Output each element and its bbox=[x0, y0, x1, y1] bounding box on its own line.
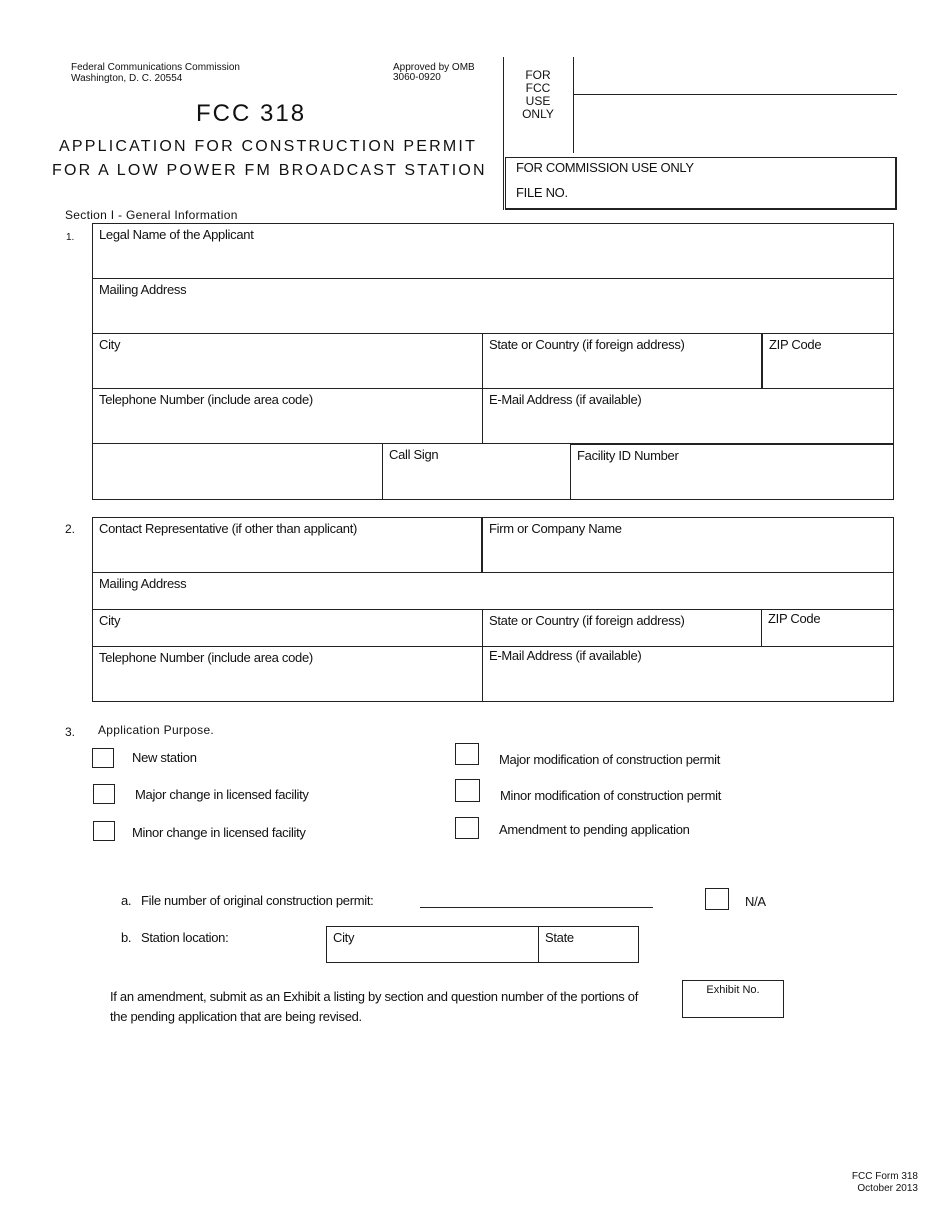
form-title-line1: APPLICATION FOR CONSTRUCTION PERMIT bbox=[59, 138, 478, 155]
file-number-input-line[interactable] bbox=[420, 907, 653, 908]
mailing-address-field[interactable] bbox=[92, 278, 894, 334]
new-station-checkbox[interactable] bbox=[92, 748, 114, 768]
new-station-label: New station bbox=[132, 750, 197, 765]
blank-field[interactable] bbox=[92, 443, 383, 500]
item3-heading: Application Purpose. bbox=[98, 723, 215, 737]
state-country-label: State or Country (if foreign address) bbox=[489, 337, 685, 352]
city-field[interactable] bbox=[92, 333, 483, 389]
telephone-label: Telephone Number (include area code) bbox=[99, 392, 313, 407]
agency-address: Washington, D. C. 20554 bbox=[71, 73, 183, 84]
contact-city-label: City bbox=[99, 613, 121, 628]
contact-mailing-label: Mailing Address bbox=[99, 576, 187, 591]
fcc-use-line bbox=[573, 94, 897, 95]
zip-field[interactable] bbox=[761, 333, 894, 389]
file-no-label: FILE NO. bbox=[516, 185, 568, 200]
email-field[interactable] bbox=[482, 388, 894, 444]
major-change-licensed-checkbox[interactable] bbox=[93, 784, 115, 804]
contact-rep-label: Contact Representative (if other than applicant) bbox=[99, 521, 358, 536]
amendment-checkbox[interactable] bbox=[455, 817, 479, 839]
contact-zip-label: ZIP Code bbox=[768, 611, 821, 626]
contact-telephone-label: Telephone Number (include area code) bbox=[99, 650, 313, 665]
station-state-field[interactable] bbox=[538, 926, 639, 963]
na-label: N/A bbox=[745, 894, 766, 909]
form-number: FCC 318 bbox=[196, 100, 307, 127]
station-city-field[interactable] bbox=[326, 926, 539, 963]
amendment-instructions-line1: If an amendment, submit as an Exhibit a listing by section and question number of the portions of bbox=[110, 989, 639, 1004]
commission-use-box bbox=[505, 157, 897, 210]
amendment-instructions-line2: the pending application that are being revised. bbox=[110, 1009, 362, 1024]
minor-change-licensed-label: Minor change in licensed facility bbox=[132, 825, 306, 840]
station-city-label: City bbox=[333, 930, 355, 945]
major-modification-label: Major modification of construction permit bbox=[499, 752, 721, 767]
omb-number: 3060-0920 bbox=[393, 72, 441, 83]
footer-date: October 2013 bbox=[857, 1183, 918, 1194]
fcc-use-divider bbox=[573, 57, 574, 153]
item3-number: 3. bbox=[65, 725, 76, 739]
facility-id-field[interactable] bbox=[570, 443, 894, 500]
omb-approval: Approved by OMB bbox=[393, 62, 475, 73]
commission-use-label: FOR COMMISSION USE ONLY bbox=[516, 160, 694, 175]
contact-telephone-field[interactable] bbox=[92, 646, 483, 702]
amendment-label: Amendment to pending application bbox=[499, 822, 690, 837]
na-checkbox[interactable] bbox=[705, 888, 729, 910]
contact-state-label: State or Country (if foreign address) bbox=[489, 613, 685, 628]
contact-state-field[interactable] bbox=[482, 609, 762, 647]
major-change-licensed-label: Major change in licensed facility bbox=[135, 787, 309, 802]
form-title-line2: FOR A LOW POWER FM BROADCAST STATION bbox=[52, 162, 487, 179]
item1-number: 1. bbox=[66, 232, 75, 243]
fcc-use-left-border bbox=[503, 57, 504, 210]
mailing-address-label: Mailing Address bbox=[99, 282, 187, 297]
item3a-letter: a. bbox=[121, 893, 132, 908]
legal-name-field[interactable] bbox=[92, 223, 894, 279]
firm-name-field[interactable] bbox=[482, 517, 894, 573]
telephone-field[interactable] bbox=[92, 388, 483, 444]
contact-rep-field[interactable] bbox=[92, 517, 483, 573]
minor-modification-label: Minor modification of construction permit bbox=[500, 788, 722, 803]
agency-name: Federal Communications Commission bbox=[71, 62, 240, 73]
item3b-letter: b. bbox=[121, 930, 132, 945]
contact-zip-field[interactable] bbox=[761, 609, 894, 647]
firm-name-label: Firm or Company Name bbox=[489, 521, 622, 536]
email-label: E-Mail Address (if available) bbox=[489, 392, 642, 407]
zip-label: ZIP Code bbox=[769, 337, 822, 352]
contact-email-field[interactable] bbox=[482, 646, 894, 702]
call-sign-label: Call Sign bbox=[389, 447, 439, 462]
item3a-label: File number of original construction permit: bbox=[141, 893, 374, 908]
station-state-label: State bbox=[545, 930, 574, 945]
section1-heading: Section I - General Information bbox=[65, 208, 238, 222]
state-country-field[interactable] bbox=[482, 333, 762, 389]
call-sign-field[interactable] bbox=[382, 443, 571, 500]
minor-change-licensed-checkbox[interactable] bbox=[93, 821, 115, 841]
exhibit-no-label: Exhibit No. bbox=[706, 984, 760, 996]
contact-mailing-field[interactable] bbox=[92, 572, 894, 610]
fcc-use-only-label: FOR FCC USE ONLY bbox=[522, 68, 554, 121]
minor-modification-checkbox[interactable] bbox=[455, 779, 480, 802]
footer-form-number: FCC Form 318 bbox=[851, 1171, 918, 1182]
item3b-label: Station location: bbox=[141, 930, 229, 945]
item2-number: 2. bbox=[65, 522, 76, 536]
major-modification-checkbox[interactable] bbox=[455, 743, 479, 765]
exhibit-no-field[interactable] bbox=[682, 980, 784, 1018]
contact-email-label: E-Mail Address (if available) bbox=[489, 648, 642, 663]
contact-city-field[interactable] bbox=[92, 609, 483, 647]
legal-name-label: Legal Name of the Applicant bbox=[99, 227, 254, 242]
facility-id-label: Facility ID Number bbox=[577, 448, 679, 463]
city-label: City bbox=[99, 337, 121, 352]
